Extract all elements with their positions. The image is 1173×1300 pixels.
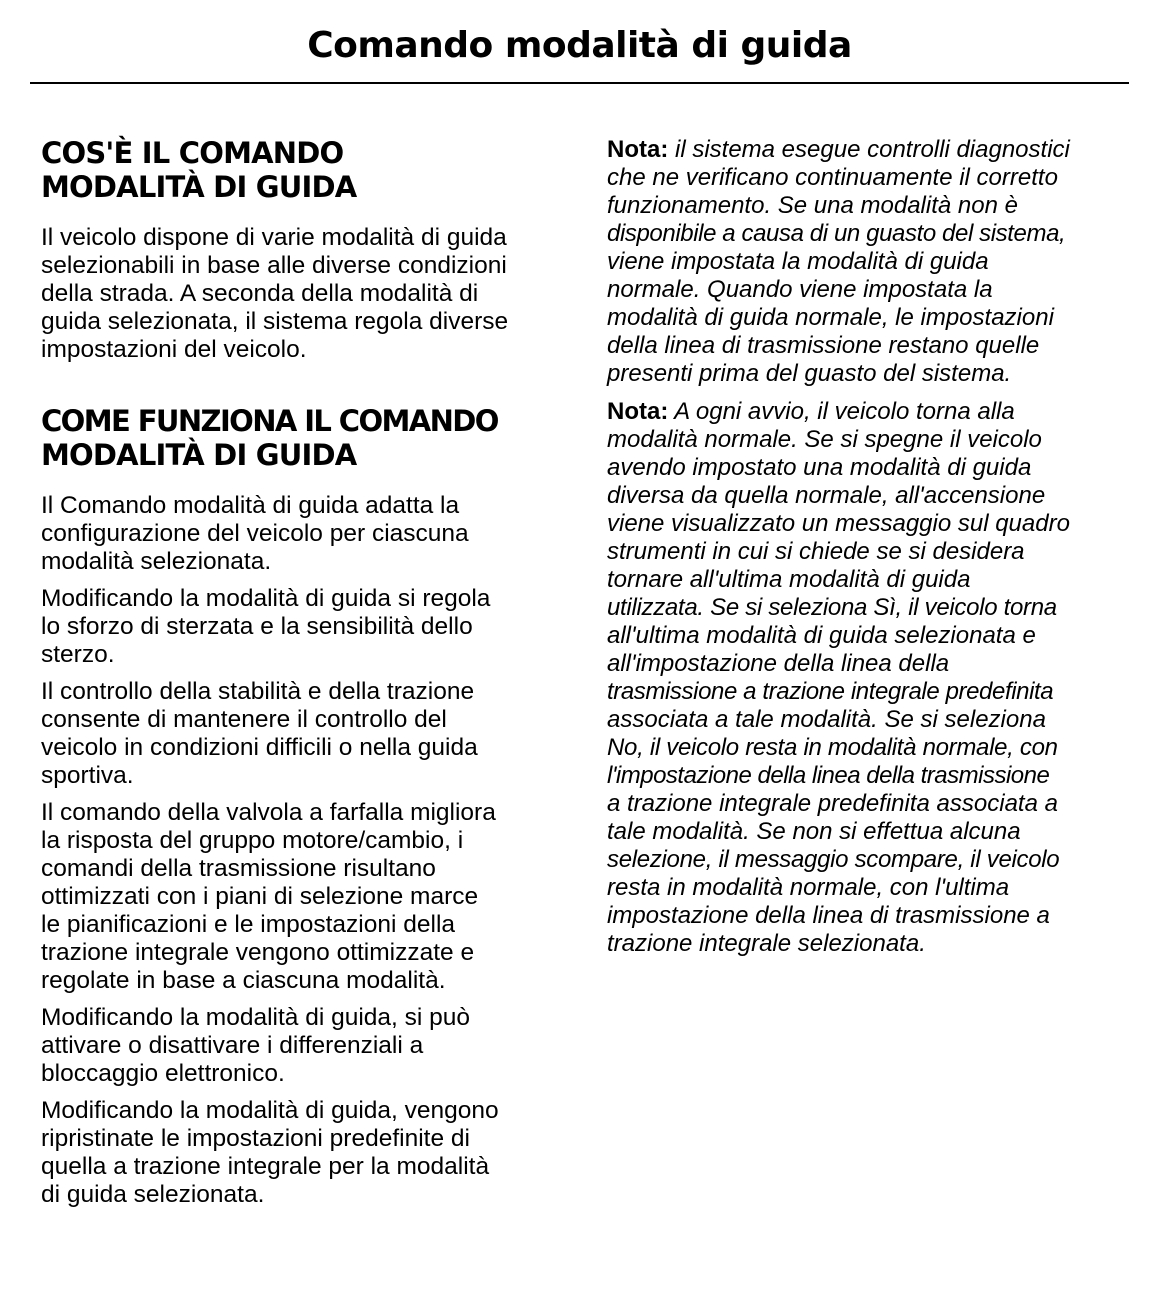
section-spacer xyxy=(41,373,561,404)
note-startup: Nota: A ogni avvio, il veicolo torna alla modalità normale. Se si spegne il veicolo avendo impostato una modalità di guida diversa da quella normale, all'accensione viene visualizzato un messaggio sul quadro strumenti in cui si chiede se si desidera tornare all'ultima modalità di guida utilizzata. Se si seleziona Sì, il veicolo torna all'ultima modalità di guida selezionata e all'impostazione della linea della trasmissione a trazione integrale predefinita associata a tale modalità. Se si seleziona No, il veicolo resta in modalità normale, con l'impostazione della linea della trasmissione a trazione integrale predefinita associata a tale modalità. Se non si effettua alcuna selezione, il messaggio scompare, il veicolo resta in modalità normale, con l'ultima impostazione della linea di trasmissione a trazione integrale selezionata. xyxy=(607,398,1070,957)
right-column xyxy=(607,136,1132,968)
note-label: Nota: xyxy=(607,398,669,425)
paragraph: Modificando la modalità di guida, si può attivare o disattivare i differenziali a bloccaggio elettronico. xyxy=(41,1004,471,1087)
note-label: Nota: xyxy=(607,136,669,163)
paragraph: Il controllo della stabilità e della trazione consente di mantenere il controllo del veicolo in condizioni difficili o nella guida sportiva. xyxy=(41,678,478,789)
page-title: Comando modalità di guida xyxy=(307,25,852,66)
section-what-is xyxy=(41,136,561,364)
paragraph: Il veicolo dispone di varie modalità di guida selezionabili in base alle diverse condizioni della strada. A seconda della modalità di guida selezionata, il sistema regola diverse impostazioni del veicolo. xyxy=(41,224,509,363)
left-column xyxy=(41,136,561,1218)
section-heading-how-it-works: COME FUNZIONA IL COMANDO MODALITÀ DI GUIDA xyxy=(41,404,498,472)
paragraph: Modificando la modalità di guida si regola lo sforzo di sterzata e la sensibilità dello sterzo. xyxy=(41,585,491,668)
paragraph: Il Comando modalità di guida adatta la configurazione del veicolo per ciascuna modalità selezionata. xyxy=(41,492,469,575)
section-how-it-works xyxy=(41,404,561,1209)
paragraph: Il comando della valvola a farfalla migliora la risposta del gruppo motore/cambio, i comandi della trasmissione risultano ottimizzati con i piani di selezione marce le pianificazioni e le impostazioni della trazione integrale vengono ottimizzate e regolate in base a ciascuna modalità. xyxy=(41,799,496,994)
section-heading-what-is: COS'È IL COMANDO MODALITÀ DI GUIDA xyxy=(41,136,357,204)
note-diagnostics: Nota: il sistema esegue controlli diagnostici che ne verificano continuamente il corretto funzionamento. Se una modalità non è disponibile a causa di un guasto del sistema, viene impostata la modalità di guida normale. Quando viene impostata la modalità di guida normale, le impostazioni della linea di trasmissione restano quelle presenti prima del guasto del sistema. xyxy=(607,136,1070,387)
paragraph: Modificando la modalità di guida, vengono ripristinate le impostazioni predefinite di quella a trazione integrale per la modalità di guida selezionata. xyxy=(41,1097,499,1208)
page-header xyxy=(30,0,1129,84)
